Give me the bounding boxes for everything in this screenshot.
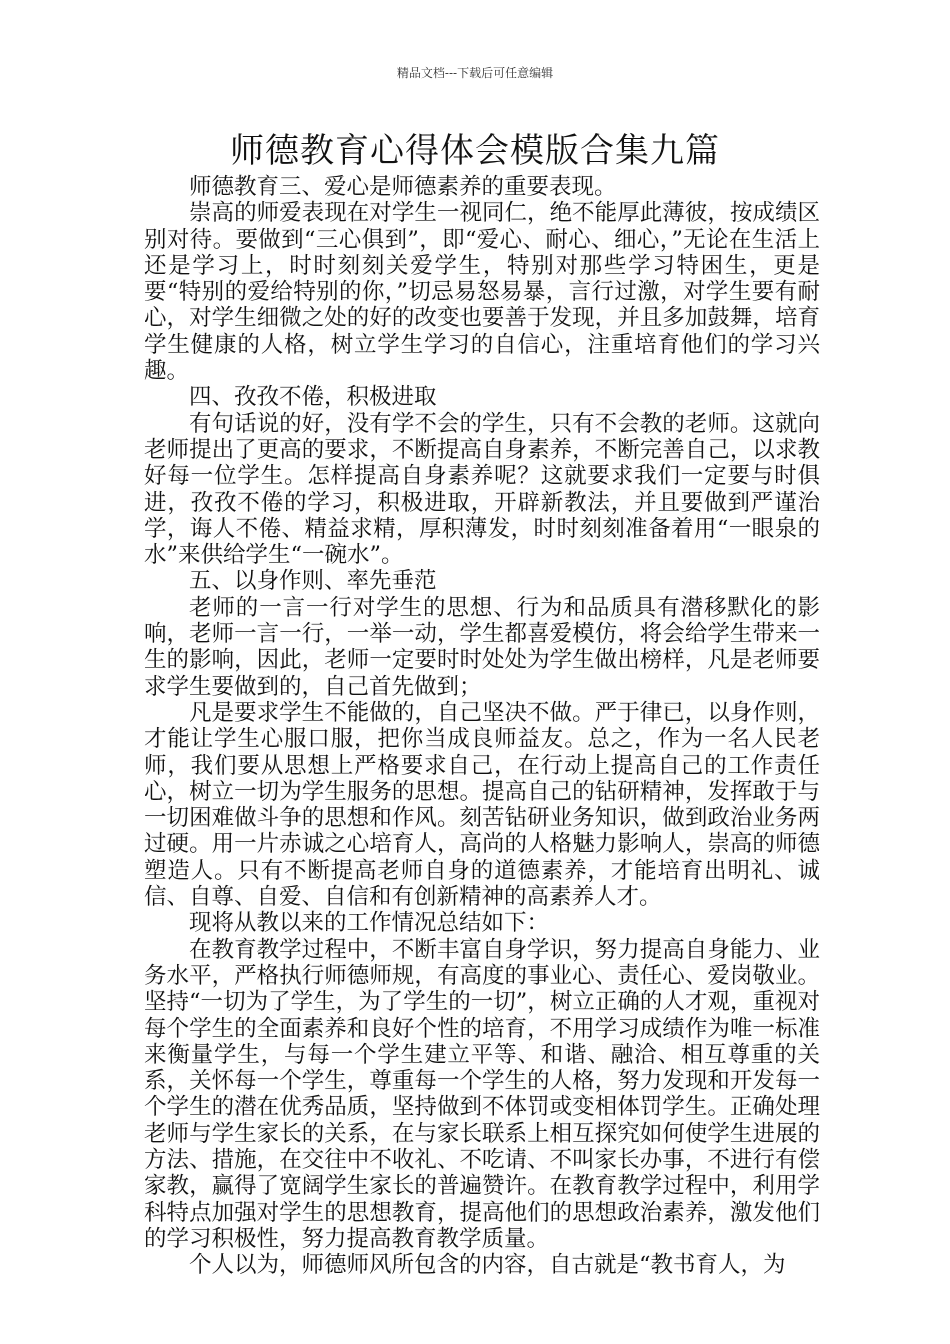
paragraph: 现将从教以来的工作情况总结如下： (189, 910, 550, 937)
paragraph: 崇高的师爱表现在对学生一视同仁，绝不能厚此薄彼，按成绩区别对待。要做到“三心俱到”，即“爱心、耐心、细心，”无论在生活上还是学习上，时时刻刻关爱学生，特别对那些学习特困生，更是要“特别的爱给特别的你，”切忌易怒易暴，言行过激，对学生要有耐心，对学生细微之处的好的改变也要善于发现，并且多加鼓舞，培育学生健康的人格，树立学生学习的自信心，注重培育他们的学习兴趣。 (144, 200, 820, 385)
paragraph: 在教育教学过程中，不断丰富自身学识，努力提高自身能力、业务水平，严格执行师德师规，有高度的事业心、责任心、爱岗敬业。坚持“一切为了学生，为了学生的一切”，树立正确的人才观，重视对每个学生的全面素养和良好个性的培育，不用学习成绩作为唯一标准来衡量学生，与每一个学生建立平等、和谐、融洽、相互尊重的关系，关怀每一个学生，尊重每一个学生的人格，努力发现和开发每一个学生的潜在优秀品质，坚持做到不体罚或变相体罚学生。正确处理老师与学生家长的关系，在与家长联系上相互探究如何使学生进展的方法、措施，在交往中不收礼、不吃请、不叫家长办事，不进行有偿家教，赢得了宽阔学生家长的普遍赞许。在教育教学过程中，利用学科特点加强对学生的思想教育，提高他们的思想政治素养，激发他们的学习积极性，努力提高教育教学质量。 (144, 936, 820, 1252)
paragraph: 凡是要求学生不能做的，自己坚决不做。严于律已，以身作则，才能让学生心服口服，把你当成良师益友。总之，作为一名人民老师，我们要从思想上严格要求自己，在行动上提高自己的工作责任心，树立一切为学生服务的思想。提高自己的钻研精神，发挥敢于与一切困难做斗争的思想和作风。刻苦钻研业务知识，做到政治业务两过硬。用一片赤诚之心培育人，高尚的人格魅力影响人，崇高的师德塑造人。只有不断提高老师自身的道德素养，才能培育出明礼、诚信、自尊、自爱、自信和有创新精神的高素养人才。 (144, 699, 820, 911)
paragraph: 老师的一言一行对学生的思想、行为和品质具有潜移默化的影响，老师一言一行，一举一动，学生都喜爱模仿，将会给学生带来一生的影响，因此，老师一定要时时处处为学生做出榜样，凡是老师要求学生要做到的，自己首先做到； (144, 594, 820, 700)
paragraph: 师德教育三、爱心是师德素养的重要表现。 (189, 174, 617, 200)
document-body (144, 174, 820, 1278)
page-header-note: 精品文档---下载后可任意编辑 (396, 66, 554, 80)
document-title: 师德教育心得体会模版合集九篇 (230, 131, 720, 171)
section-heading: 五、以身作则、率先垂范 (189, 568, 437, 595)
paragraph: 有句话说的好，没有学不会的学生，只有不会教的老师。这就向老师提出了更高的要求，不断提高自身素养，不断完善自己，以求教好每一位学生。怎样提高自身素养呢？这就要求我们一定要与时俱进，孜孜不倦的学习，积极进取，开辟新教法，并且要做到严谨治学，诲人不倦、精益求精，厚积薄发，时时刻刻准备着用“一眼泉的水”来供给学生“一碗水”。 (144, 410, 820, 569)
section-heading: 四、孜孜不倦，积极进取 (189, 384, 437, 411)
paragraph: 个人以为，师德师风所包含的内容，自古就是“教书育人，为 (189, 1252, 786, 1279)
